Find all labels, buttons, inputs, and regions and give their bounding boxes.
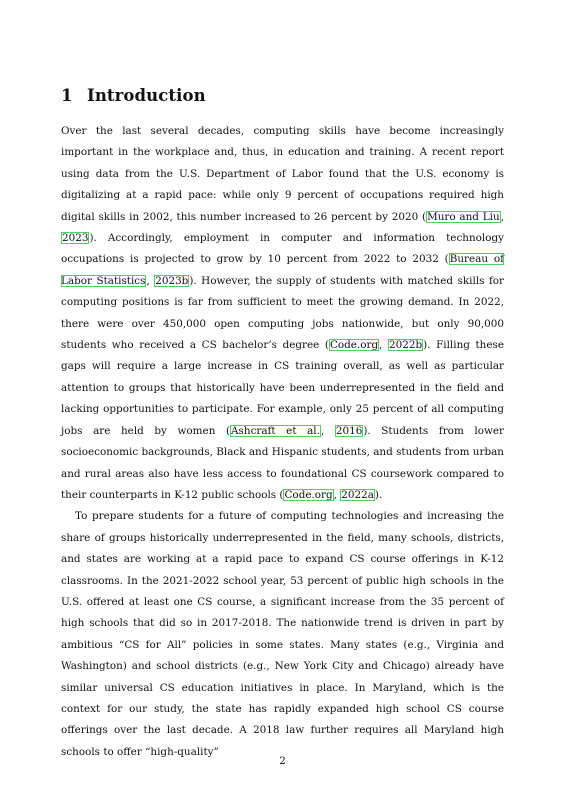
citation-link[interactable]: Ashcraft et al. [231,424,320,437]
citation-year-link[interactable]: 2022a [341,488,374,501]
paragraph-text: Over the last several decades, computing skills have become increasingly important in the workplace and, thus, in education and training. A recent report using data from the U.S. Department of Labor found that the U.S. economy is digitalizing at a rapid pace: while only 9 percent of occupations required high digital skills in 2002, this number increased to 26 percent by 2020 ( [61,125,504,223]
paragraph-text: To prepare students for a future of computing technologies and increasing the share of groups historically underrepresented in the field, many schools, districts, and states are working at a rapid pace to expand CS course offerings in K-12 classrooms. In the 2021-2022 school year, 53 percent of public high schools in the U.S. offered at least one CS course, a significant increase from the 35 percent of high schools that did so in 2017-2018. The nationwide trend is driven in part by ambitious “CS for All” policies in some states. Many states (e.g., Virginia and Washington) and school districts (e.g., New York City and Chicago) already have similar universal CS education initiatives in place. In Maryland, which is the context for our study, the state has rapidly expanded high school CS course offerings over the last decade. A 2018 law further requires all Maryland high schools to offer “high-quality” [61,510,504,758]
citation-link[interactable]: Code.org [329,339,379,352]
section-title: Introduction [87,86,206,105]
section-number: 1 [61,86,73,105]
citation-link[interactable]: Bureau of Labor Statistics [61,253,504,287]
page-body [61,86,504,763]
paragraph-text: ). Students from lower socioeconomic backgrounds, Black and Hispanic students, and students from urban and rural areas also have less access to foundational CS coursework compared to their counterparts in K-12 public schools ( [61,424,504,501]
paragraph-2 [61,506,504,763]
citation-year-link[interactable]: 2023b [155,274,189,287]
paragraph-1: Over the last several decades, computing skills have become increasingly important in the workplace and, thus, in education and training. A recent report using data from the U.S. Department of Labor found that the U.S. economy is digitalizing at a rapid pace: while only 9 percent of occupations required high digital skills in 2002, this number increased to 26 percent by 2020 (Muro and Liu, 2023). Accordingly, employment in computer and information technology occupations is projected to grow by 10 percent from 2022 to 2032 (Bureau of Labor Statistics, 2023b). However, the supply of students with matched skills for computing positions is far from sufficient to meet the growing demand. In 2022, there were over 450,000 open computing jobs nationwide, but only 90,000 students who received a CS bachelor’s degree (Code.org, 2022b). Filling these gaps will require a large increase in CS training overall, as well as particular attention to groups that historically have been underrepresented in the field and lacking opportunities to participate. For example, only 25 percent of all computing jobs are held by women (Ashcraft et al., 2016). Students from lower socioeconomic backgrounds, Black and Hispanic students, and students from urban and rural areas also have less access to foundational CS coursework compared to their counterparts in K-12 public schools (Code.org, 2022a). [61,125,505,501]
citation-year-link[interactable]: 2022b [389,339,423,352]
paragraph-text: ). Accordingly, employment in computer and information technology occupations is projected to grow by 10 percent from 2022 to 2032 ( [61,232,504,266]
paragraph-text: ). However, the supply of students with matched skills for computing positions is far from sufficient to meet the growing demand. In 2022, there were over 450,000 open computing jobs nationwide, but only 90,000 students who received a CS bachelor’s degree ( [61,274,505,352]
paragraph-text: ). [374,488,383,501]
citation-year-link[interactable]: 2023 [62,232,89,245]
section-heading [61,86,504,105]
citation-link[interactable]: Code.org [284,488,333,501]
citation-year-link[interactable]: 2016 [335,424,363,437]
page-number: 2 [279,755,286,767]
citation-link[interactable]: Muro and Liu [427,210,500,223]
paragraph-text: ). Filling these gaps will require a large increase in CS training overall, as well as particular attention to groups that historically have been underrepresented in the field and lacking opportunities to participate. For example, only 25 percent of all computing jobs are held by women ( [61,339,504,437]
